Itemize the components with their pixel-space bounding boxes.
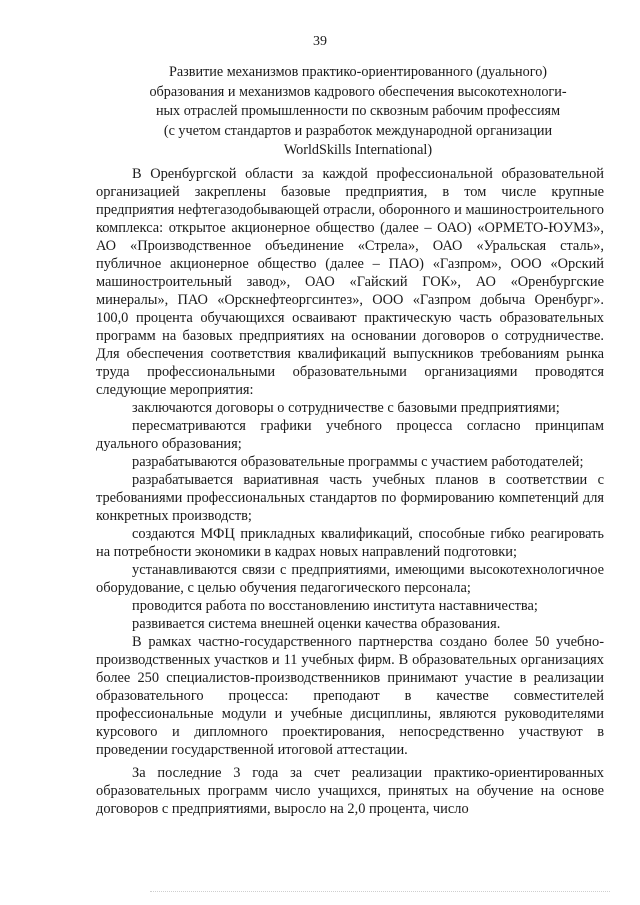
list-item: заключаются договоры о сотрудничестве с базовыми предприятиями; — [132, 400, 560, 416]
title-line: WorldSkills International) — [283, 142, 433, 158]
paragraph-results: За последние 3 года за счет реализации практико-ориентированных образовательных программ число учащихся, принятых на обучение на основе договоров с предприятиями, выросло на 2,0 процента, число — [96, 765, 604, 817]
title-line: образования и механизмов кадрового обеспечения высокотехнологи- — [149, 83, 567, 100]
list-item: пересматриваются графики учебного процесса согласно принципам дуального образования; — [96, 418, 604, 452]
section-title — [118, 63, 598, 161]
list-item: устанавливаются связи с предприятиями, имеющими высокотехнологичное оборудование, с целью обучения педагогического персонала; — [96, 562, 604, 596]
title-line: ных отраслей промышленности по сквозным рабочим профессиям — [155, 103, 561, 119]
title-line: (с учетом стандартов и разработок международной организации — [163, 122, 553, 139]
title-line: Развитие механизмов практико-ориентированного (дуального) — [168, 64, 548, 80]
list-item: разрабатываются образовательные программы с участием работодателей; — [132, 454, 584, 470]
list-item: проводится работа по восстановлению института наставничества; — [132, 598, 538, 614]
scan-artifact-line — [150, 891, 610, 892]
list-item: развивается система внешней оценки качества образования. — [132, 616, 501, 632]
page-number: 39 — [313, 34, 327, 49]
paragraph-partnership: В рамках частно-государственного партнерства создано более 50 учебно-производственных участков и 11 учебных фирм. В образовательных организациях более 250 специалистов-производственников принимают участие в реализации образовательного процесса: преподают в качестве совместителей профессиональные модули и учебные дисциплины, являются руководителями курсового и дипломного проектирования, непосредственно участвуют в проведении государственной итоговой аттестации. — [96, 634, 604, 758]
paragraph-intro: В Оренбургской области за каждой профессиональной образовательной организацией закреплены базовые предприятия, в том числе крупные предприятия нефтегазодобывающей отрасли, оборонного и машиностроительного комплекса: открытое акционерное общество (далее – ОАО) «ОРМЕТО-ЮУМЗ», АО «Производственное объединение «Стрела», ОАО «Уральская сталь», публичное акционерное общество (далее – ПАО) «Газпром», ООО «Орский машиностроительный завод», ОАО «Гайский ГОК», АО «Оренбургские минералы», ПАО «Орскнефтеоргсинтез», ООО «Газпром добыча Оренбург». 100,0 процента обучающихся осваивают практическую часть образовательных программ на базовых предприятиях на основании договоров о сотрудничестве. Для обеспечения соответствия квалификаций выпускников требованиям рынка труда профессиональными образовательными организациями проводятся следующие мероприятия: — [96, 166, 604, 398]
list-item: создаются МФЦ прикладных квалификаций, способные гибко реагировать на потребности экономики в кадрах новых направлений подготовки; — [96, 526, 604, 560]
body-text — [96, 165, 604, 818]
list-item: разрабатывается вариативная часть учебных планов в соответствии с требованиями профессиональных стандартов по формированию компетенций для конкретных производств; — [96, 472, 604, 524]
